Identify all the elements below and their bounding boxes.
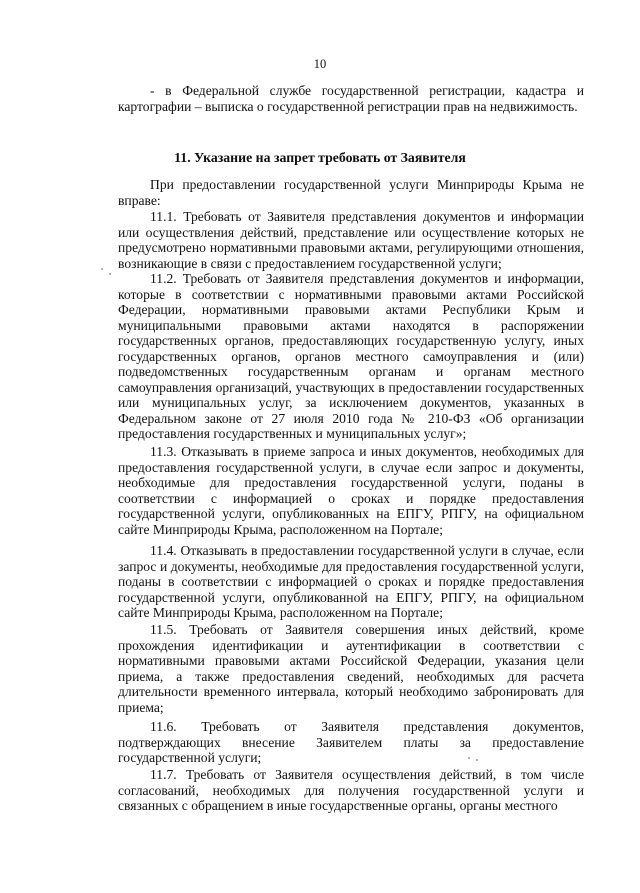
page-number: 10	[313, 57, 327, 71]
scan-speck	[468, 757, 470, 759]
scan-speck	[101, 268, 103, 270]
paragraph-rosreestr-extract: - в Федеральной службе государственной регистрации, кадастра и картографии – выписка о государственной регистрации прав на недвижимость.	[118, 83, 584, 114]
scan-speck	[476, 759, 478, 761]
scan-speck	[109, 273, 111, 275]
paragraph-11-6: 11.6. Требовать от Заявителя представления документов, подтверждающих внесение Заявителем платы за предоставление государственной услуги;	[118, 719, 584, 765]
paragraph-11-5: 11.5. Требовать от Заявителя совершения иных действий, кроме прохождения идентификации и аутентификации в соответствии с нормативными правовыми актами Российской Федерации, указания цели приема, а также предоставления сведений, необходимых для расчета длительности временного интервала, который необходимо забронировать для приема;	[118, 622, 584, 715]
paragraph-11-1: 11.1. Требовать от Заявителя представления документов и информации или осуществления действий, представление или осуществление которых не предусмотрено нормативными правовыми актами, регулирующими отношения, возникающие в связи с предоставлением государственной услуги;	[118, 209, 584, 271]
paragraph-11-3: 11.3. Отказывать в приеме запроса и иных документов, необходимых для предоставления государственной услуги, в случае если запрос и документы, необходимые для предоставления государственной услуги, поданы в соответствии с информацией о сроках и порядке предоставления государственной услуги, опубликованных на ЕПГУ, РПГУ, на официальном сайте Минприроды Крыма, расположенном на Портале;	[118, 444, 584, 537]
paragraph-11-2: 11.2. Требовать от Заявителя представления документов и информации, которые в соответствии с нормативными правовыми актами Российской Федерации, нормативными правовыми актами Республики Крым и муниципальными правовыми актами находятся в распоряжении государственных органов, предоставляющих государственную услугу, иных государственных органов, органов местного самоуправления и (или) подведомственных государственным органам и органам местного самоуправления организаций, участвующих в предоставлении государственных или муниципальных услуг, за исключением документов, указанных в Федеральном законе от 27 июля 2010 года № 210-ФЗ «Об организации предоставления государственных и муниципальных услуг»;	[118, 271, 584, 441]
paragraph-11-7: 11.7. Требовать от Заявителя осуществления действий, в том числе согласований, необходимых для получения государственной услуги и связанных с обращением в иные государственные органы, органы местного	[118, 767, 584, 813]
paragraph-11-4: 11.4. Отказывать в предоставлении государственной услуги в случае, если запрос и документы, необходимые для предоставления государственной услуги, поданы в соответствии с информацией о сроках и порядке предоставления государственной услуги, опубликованной на ЕПГУ, РПГУ, на официальном сайте Минприроды Крыма, расположенном на Портале;	[118, 543, 584, 620]
section-heading: 11. Указание на запрет требовать от Заявителя	[174, 150, 466, 165]
paragraph-intro: При предоставлении государственной услуги Минприроды Крыма не вправе:	[118, 177, 584, 208]
